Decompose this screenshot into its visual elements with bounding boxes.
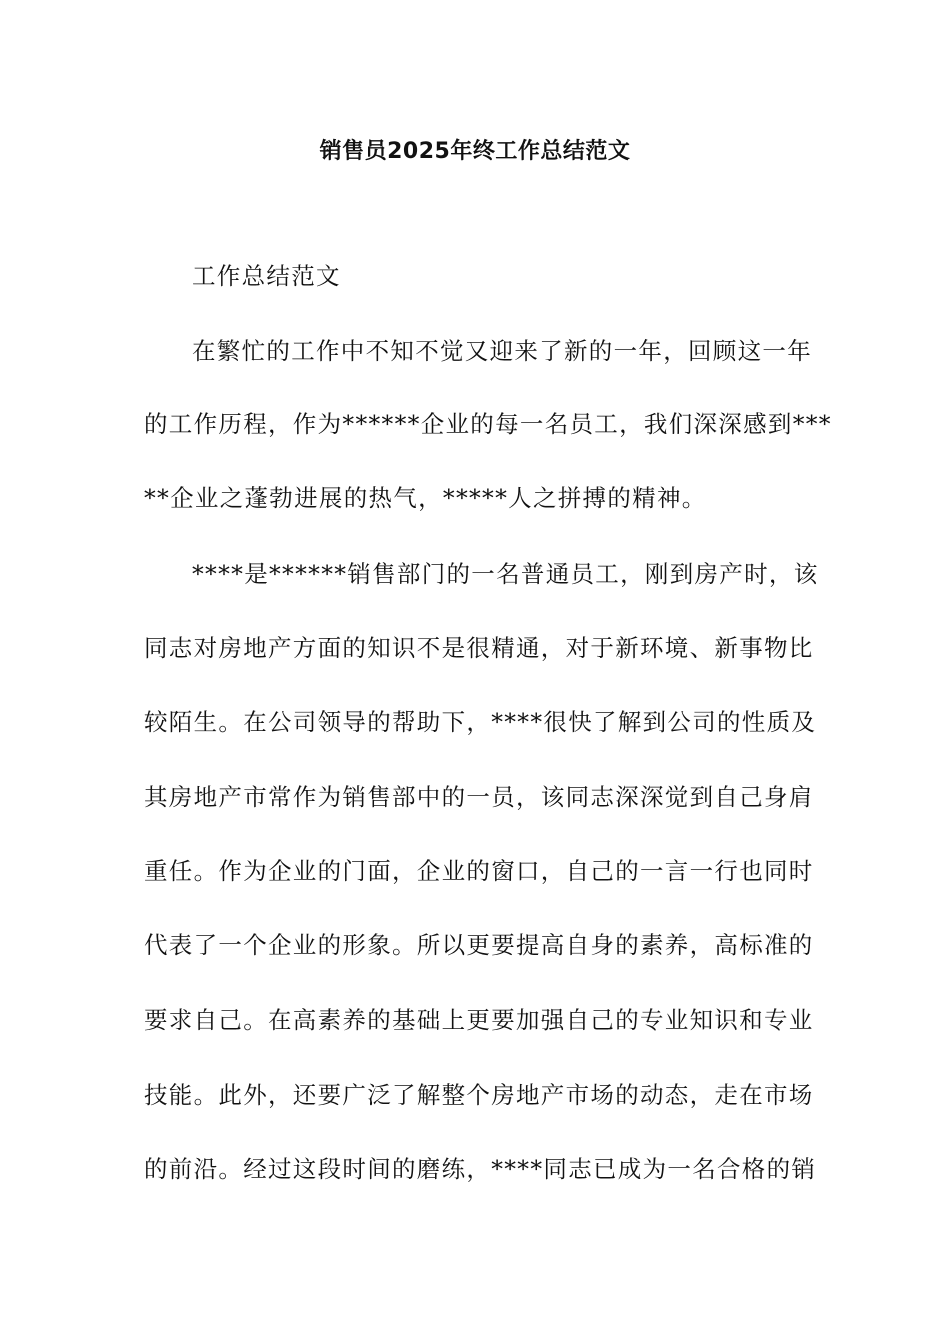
paragraph-line: 重任。作为企业的门面，企业的窗口，自己的一言一行也同时 xyxy=(144,857,814,885)
paragraph-line: 较陌生。在公司领导的帮助下，****很快了解到公司的性质及 xyxy=(144,708,817,736)
paragraph-line: **企业之蓬勃进展的热气，*****人之拼搏的精神。 xyxy=(144,484,707,512)
paragraph-line: 在繁忙的工作中不知不觉又迎来了新的一年，回顾这一年 xyxy=(192,337,812,365)
paragraph-line: 的前沿。经过这段时间的磨练，****同志已成为一名合格的销 xyxy=(144,1155,817,1183)
paragraph-line: 其房地产市常作为销售部中的一员，该同志深深觉到自己身肩 xyxy=(144,783,814,811)
paragraph-line: 的工作历程，作为******企业的每一名员工，我们深深感到*** xyxy=(144,410,832,438)
paragraph-line: 代表了一个企业的形象。所以更要提高自身的素养，高标准的 xyxy=(144,931,814,959)
document-title: 销售员2025年终工作总结范文 xyxy=(319,139,631,164)
paragraph-line: 要求自己。在高素养的基础上更要加强自己的专业知识和专业 xyxy=(144,1006,814,1034)
paragraph-line: 技能。此外，还要广泛了解整个房地产市场的动态，走在市场 xyxy=(144,1081,814,1109)
paragraph-line: 同志对房地产方面的知识不是很精通，对于新环境、新事物比 xyxy=(144,634,814,662)
section-heading: 工作总结范文 xyxy=(192,262,341,290)
paragraph-line: ****是******销售部门的一名普通员工，刚到房产时，该 xyxy=(192,560,819,588)
